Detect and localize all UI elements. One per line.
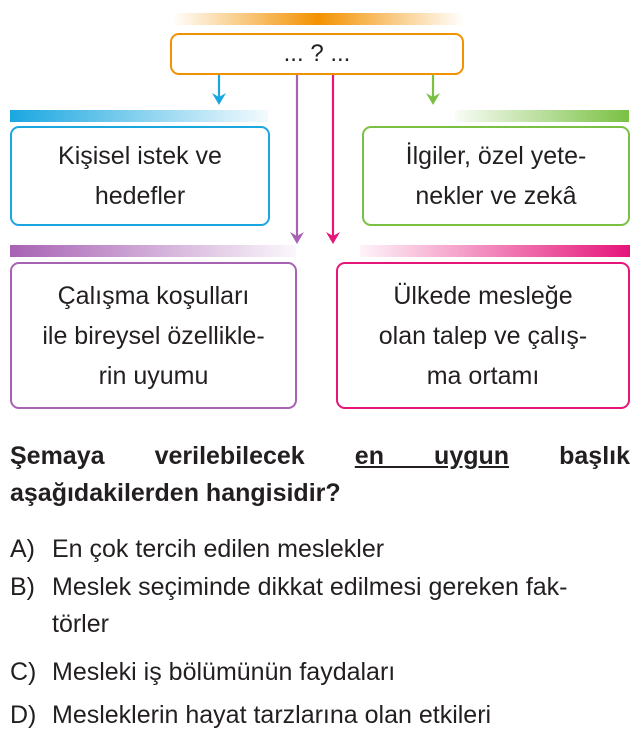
option-text-continued: törler	[52, 610, 109, 638]
option-letter: C)	[10, 658, 37, 686]
option-text: En çok tercih edilen meslekler	[52, 535, 385, 563]
box-text-line: Ülkede mesleğe	[393, 281, 573, 310]
option-text: Mesleki iş bölümünün faydaları	[52, 658, 396, 686]
box-personal-goals	[10, 126, 270, 226]
box-text-line: Kişisel istek ve	[58, 142, 222, 170]
box-text-line: hedefler	[94, 182, 186, 210]
option-d[interactable]	[10, 697, 632, 734]
option-text: Mesleklerin hayat tarzlarına olan etkileri	[52, 701, 492, 729]
box-interests-talents	[362, 126, 630, 226]
box-text-line: ile bireysel özellikle-	[42, 321, 265, 350]
center-title-text: ... ? ...	[283, 40, 351, 67]
box-demand-environment	[336, 262, 630, 409]
question-part1: Şemaya verilebilecek	[10, 442, 355, 470]
option-letter: A)	[10, 535, 35, 563]
box-text-line: İlgiler, özel yete-	[405, 142, 587, 170]
box-text-line: nekler ve zekâ	[415, 182, 577, 210]
box-working-conditions	[10, 262, 297, 409]
question-text	[10, 438, 630, 512]
question-part2: başlık aşağıdakilerden hangisidir?	[10, 442, 630, 507]
option-letter: D)	[10, 701, 37, 729]
option-letter: B)	[10, 573, 35, 601]
question-underlined: en uygun	[354, 442, 510, 470]
option-text: Meslek seçiminde dikkat edilmesi gereken fak-	[52, 573, 568, 601]
center-title-box	[170, 33, 464, 75]
option-a[interactable]	[10, 531, 632, 568]
option-b[interactable]	[10, 569, 632, 643]
option-c[interactable]	[10, 654, 632, 691]
box-text-line: Çalışma koşulları	[57, 281, 250, 310]
box-text-line: ma ortamı	[426, 361, 540, 390]
box-text-line: olan talep ve çalış-	[378, 321, 588, 350]
box-text-line: rin uyumu	[98, 361, 209, 390]
